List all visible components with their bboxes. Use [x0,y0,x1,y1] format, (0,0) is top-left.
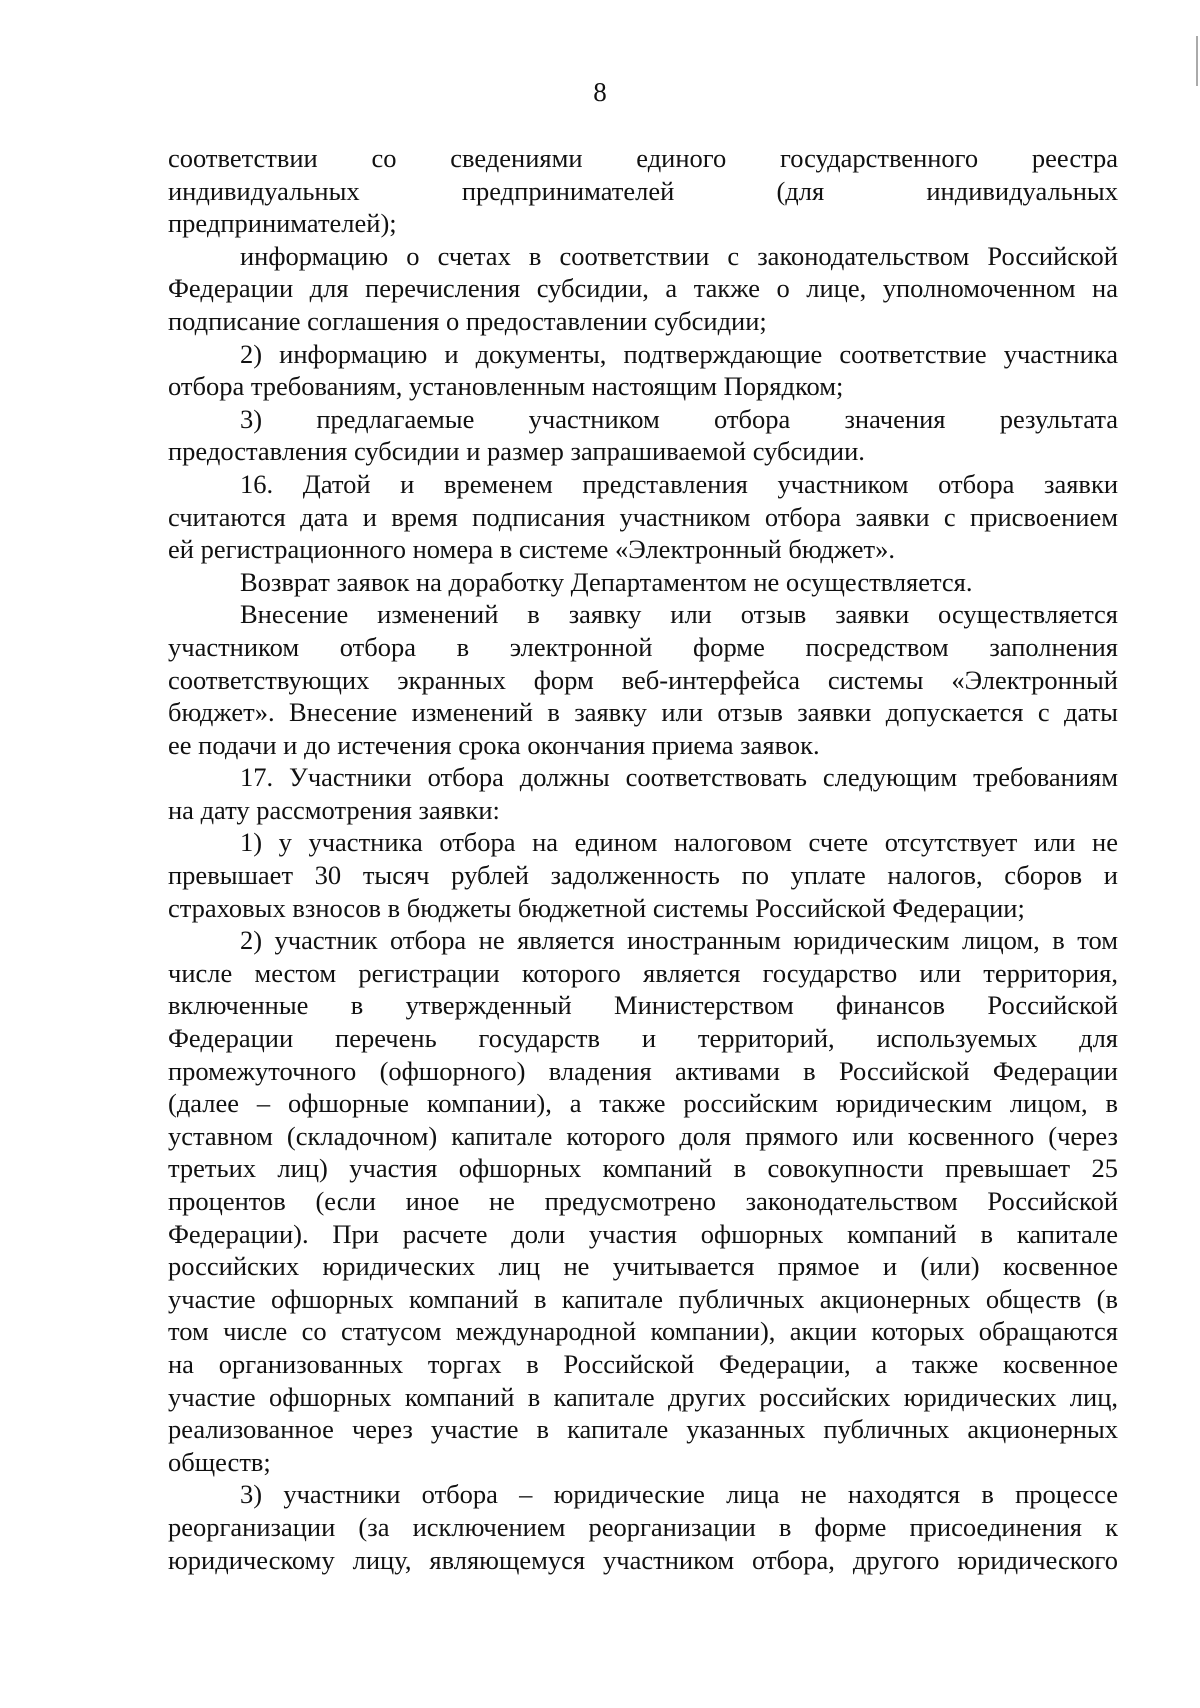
document-body [168,142,1118,1576]
text-line: (далее – офшорные компании), а также российским юридическим лицом, в [168,1088,1118,1119]
text-line: процентов (если иное не предусмотрено законодательством Российской [168,1186,1118,1216]
text-line: отбора требованиям, установленным настоящим Порядком; [168,371,844,402]
text-line: 3) участники отбора – юридические лица не находятся в процессе [240,1479,1118,1510]
text-line: российских юридических лиц не учитывается прямое и (или) косвенное [168,1251,1118,1282]
text-line: предоставления субсидии и размер запрашиваемой субсидии. [168,436,865,467]
text-line: страховых взносов в бюджеты бюджетной системы Российской Федерации; [168,892,1025,923]
text-line: ей регистрационного номера в системе «Электронный бюджет». [168,534,895,565]
text-line: 16. Датой и временем представления участником отбора заявки [240,468,1118,499]
text-line: соответствии со сведениями единого государственного реестра [168,143,1118,173]
text-line: уставном (складочном) капитале которого доля прямого или косвенного (через [168,1120,1118,1151]
text-line: 17. Участники отбора должны соответствовать следующим требованиям [240,762,1118,793]
text-line: считаются дата и время подписания участником отбора заявки с присвоением [168,501,1118,532]
text-line: юридическому лицу, являющемуся участником отбора, другого юридического [168,1544,1118,1575]
text-line: реорганизации (за исключением реорганизации в форме присоединения к [168,1511,1118,1542]
text-line: бюджет». Внесение изменений в заявку или отзыв заявки допускается с даты [168,697,1118,728]
text-line: Федерации). При расчете доли участия офшорных компаний в капитале [168,1218,1118,1249]
text-line: 3) предлагаемые участником отбора значения результата [240,403,1118,434]
text-line: промежуточного (офшорного) владения активами в Российской Федерации [168,1055,1118,1086]
text-line: подписание соглашения о предоставлении субсидии; [168,305,767,336]
text-line: включенные в утвержденный Министерством финансов Российской [168,990,1118,1021]
text-line: реализованное через участие в капитале указанных публичных акционерных [168,1414,1118,1445]
text-line: том числе со статусом международной компании), акции которых обращаются [168,1316,1118,1347]
text-line: числе местом регистрации которого является государство или территория, [168,957,1118,988]
text-line: ее подачи и до истечения срока окончания приема заявок. [168,729,820,760]
text-line: на организованных торгах в Российской Федерации, а также косвенное [168,1348,1118,1379]
text-line: 1) у участника отбора на едином налоговом счете отсутствует или не [240,827,1118,858]
text-line: обществ; [168,1446,271,1477]
text-line: Возврат заявок на доработку Департаментом не осуществляется. [240,566,973,597]
text-line: 2) участник отбора не является иностранным юридическим лицом, в том [240,925,1118,956]
text-line: Внесение изменений в заявку или отзыв заявки осуществляется [240,599,1118,630]
text-line: участие офшорных компаний в капитале других российских юридических лиц, [168,1381,1118,1412]
text-line: 2) информацию и документы, подтверждающие соответствие участника [240,338,1118,369]
text-line: Федерации перечень государств и территорий, используемых для [168,1023,1118,1054]
text-line: третьих лиц) участия офшорных компаний в совокупности превышает 25 [168,1153,1118,1184]
text-line: участие офшорных компаний в капитале публичных акционерных обществ (в [168,1283,1118,1314]
text-line: индивидуальных предпринимателей (для индивидуальных [168,175,1118,206]
page-number: 8 [593,77,607,107]
text-line: предпринимателей); [168,208,397,239]
text-line: участником отбора в электронной форме посредством заполнения [168,631,1118,662]
text-line: информацию о счетах в соответствии с законодательством Российской [240,240,1118,271]
text-line: Федерации для перечисления субсидии, а также о лице, уполномоченном на [168,273,1118,304]
text-line: на дату рассмотрения заявки: [168,794,500,825]
text-line: превышает 30 тысяч рублей задолженность по уплате налогов, сборов и [168,860,1118,891]
text-line: соответствующих экранных форм веб-интерфейса системы «Электронный [168,664,1118,695]
